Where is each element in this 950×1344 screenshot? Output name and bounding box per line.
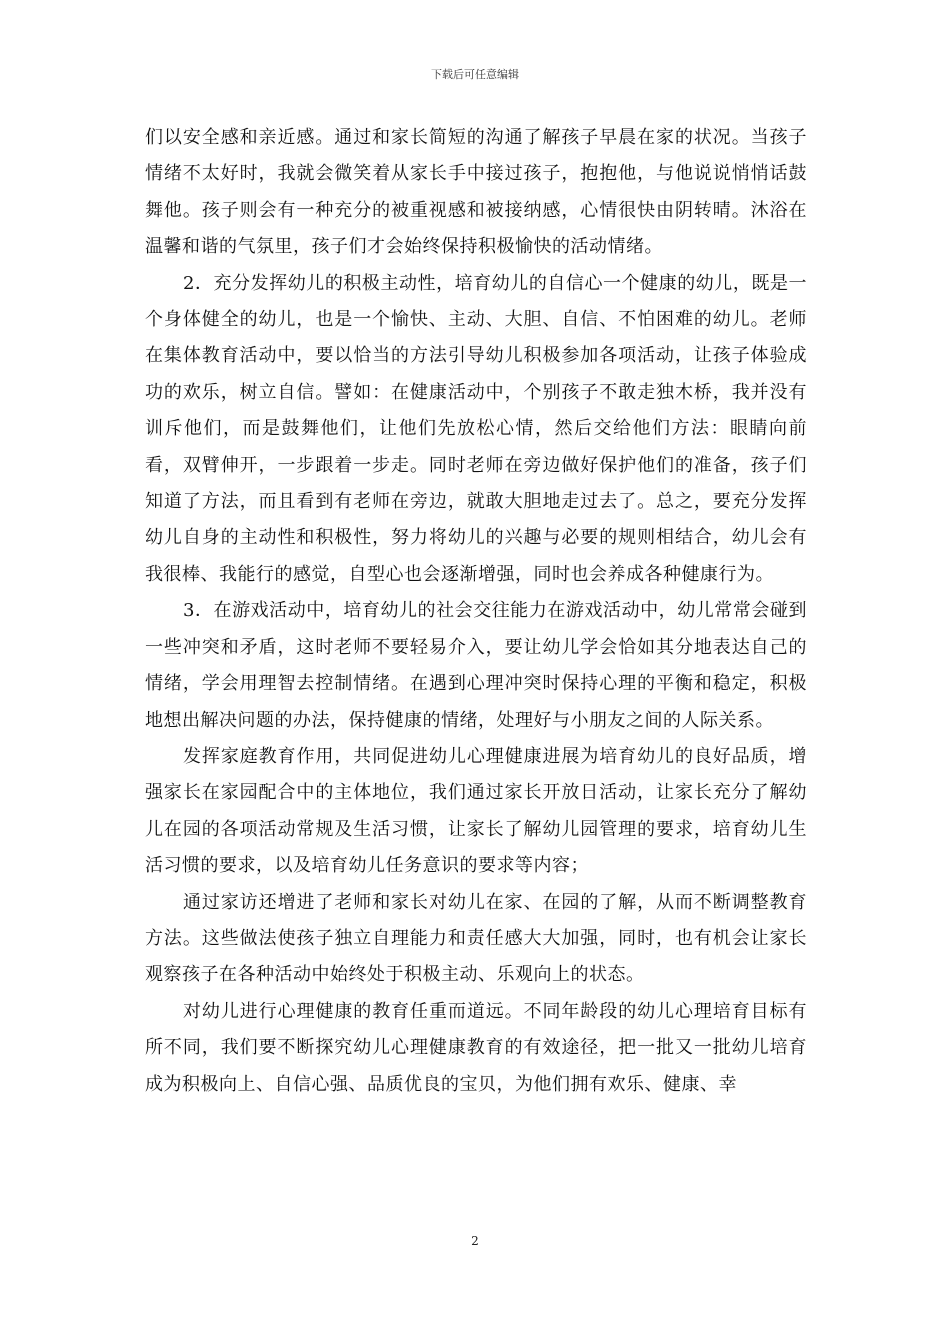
paragraph-5: 通过家访还增进了老师和家长对幼儿在家、在园的了解，从而不断调整教育方法。这些做法使孩子独立自理能力和责任感大大加强，同时，也有机会让家长观察孩子在各种活动中始终处于积极主动、乐观向上的状态。 <box>145 891 807 986</box>
paragraph-2: 2．充分发挥幼儿的积极主动性，培育幼儿的自信心一个健康的幼儿，既是一个身体健全的幼儿，也是一个愉快、主动、大胆、自信、不怕困难的幼儿。老师在集体教育活动中，要以恰当的方法引导幼儿积极参加各项活动，让孩子体验成功的欢乐，树立自信。譬如：在健康活动中，个别孩子不敢走独木桥，我并没有训斥他们，而是鼓舞他们，让他们先放松心情，然后交给他们方法：眼睛向前看，双臂伸开，一步跟着一步走。同时老师在旁边做好保护他们的准备，孩子们知道了方法，而且看到有老师在旁边，就敢大胆地走过去了。总之，要充分发挥幼儿自身的主动性和积极性，努力将幼儿的兴趣与必要的规则相结合，幼儿会有我很棒、我能行的感觉，自型心也会逐渐增强，同时也会养成各种健康行为。 <box>145 272 807 585</box>
document-body <box>145 120 807 1103</box>
paragraph-1: 们以安全感和亲近感。通过和家长简短的沟通了解孩子早晨在家的状况。当孩子情绪不太好时，我就会微笑着从家长手中接过孩子，抱抱他，与他说说悄悄话鼓舞他。孩子则会有一种充分的被重视感和被接纳感，心情很快由阴转晴。沐浴在温馨和谐的气氛里，孩子们才会始终保持积极愉快的活动情绪。 <box>145 127 807 258</box>
paragraph-3: 3．在游戏活动中，培育幼儿的社会交往能力在游戏活动中，幼儿常常会碰到一些冲突和矛盾，这时老师不要轻易介入，要让幼儿学会恰如其分地表达自己的情绪，学会用理智去控制情绪。在遇到心理冲突时保持心理的平衡和稳定，积极地想出解决问题的办法，保持健康的情绪，处理好与小朋友之间的人际关系。 <box>145 600 807 731</box>
page-header: 下载后可任意编辑 <box>431 68 519 81</box>
paragraph-6: 对幼儿进行心理健康的教育任重而道远。不同年龄段的幼儿心理培育目标有所不同，我们要不断探究幼儿心理健康教育的有效途径，把一批又一批幼儿培育成为积极向上、自信心强、品质优良的宝贝，为他们拥有欢乐、健康、幸 <box>145 1000 807 1095</box>
page-number: 2 <box>471 1234 479 1248</box>
paragraph-4: 发挥家庭教育作用，共同促进幼儿心理健康进展为培育幼儿的良好品质，增强家长在家园配合中的主体地位，我们通过家长开放日活动，让家长充分了解幼儿在园的各项活动常规及生活习惯，让家长了解幼儿园管理的要求，培育幼儿生活习惯的要求，以及培育幼儿任务意识的要求等内容； <box>145 745 807 877</box>
